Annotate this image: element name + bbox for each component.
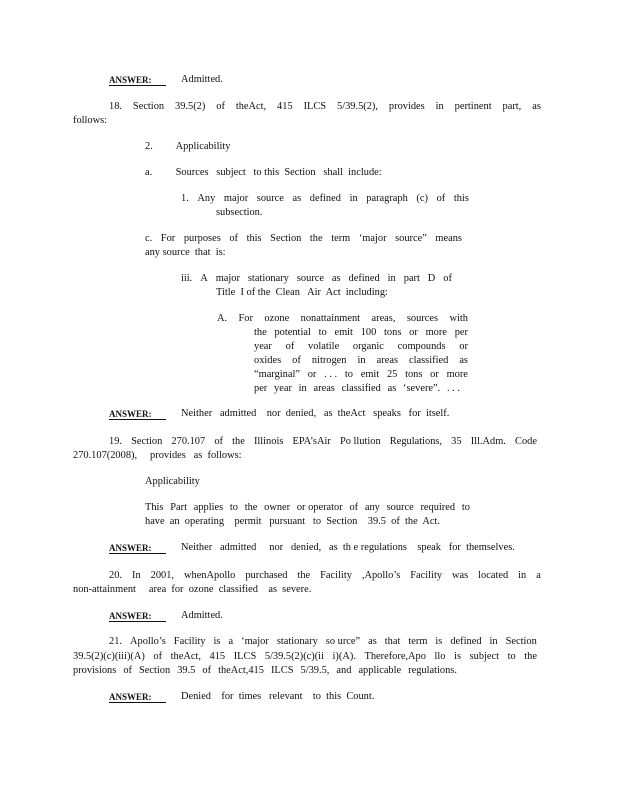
answer-underline <box>109 702 166 703</box>
answer-text: Denied for times relevant to this Count. <box>181 691 375 702</box>
answer-text: Admitted. <box>181 74 223 85</box>
word: as <box>532 101 541 112</box>
word: “marginal” <box>254 369 300 380</box>
word: c. <box>145 233 153 244</box>
answer-underline <box>109 419 166 420</box>
word: Any <box>197 193 216 204</box>
word: 18. <box>109 101 122 112</box>
p18-item-A-line1 <box>217 313 468 325</box>
word: is <box>454 651 462 662</box>
word: classified <box>409 355 449 366</box>
word: of <box>292 355 301 366</box>
word: or operator <box>296 502 343 513</box>
word: ‘major <box>241 636 269 647</box>
word: as <box>459 355 468 366</box>
p18-item-c-line1 <box>145 233 462 245</box>
word: the <box>309 233 323 244</box>
word: as <box>292 193 302 204</box>
word: organic <box>352 341 384 352</box>
word: provisions <box>73 665 117 676</box>
word: 1. <box>181 193 189 204</box>
p18-item-a1-line1 <box>181 193 469 205</box>
word: 5/39.5(2), <box>337 101 378 112</box>
word: In <box>131 570 141 581</box>
answer-label: ANSWER: <box>109 611 152 621</box>
word: 5/39.5, <box>300 665 330 676</box>
p18-item-iii-line2: Title I of the Clean Air Act including: <box>216 287 388 298</box>
word: tons <box>384 327 402 338</box>
answer-underline <box>109 621 166 622</box>
word: applies <box>193 502 224 513</box>
word: Facility <box>410 570 443 581</box>
word: areas, <box>371 313 396 324</box>
word: major <box>223 193 249 204</box>
p18-item-A-line5 <box>254 369 468 381</box>
word: purchased <box>245 570 288 581</box>
word: owner <box>264 502 291 513</box>
word: required <box>420 502 456 513</box>
word: of <box>153 651 163 662</box>
word: pertinent <box>454 101 492 112</box>
answer-text: Neither admitted nor denied, as th e regulations speak for themselves. <box>181 542 515 553</box>
word: 415 <box>209 651 226 662</box>
word: For <box>160 233 176 244</box>
p20-line1 <box>109 570 541 582</box>
word: of <box>123 665 132 676</box>
word: A. <box>217 313 228 324</box>
word: nitrogen <box>311 355 347 366</box>
word: the <box>524 651 537 662</box>
word: ILCS <box>233 651 257 662</box>
word: Section <box>131 436 163 447</box>
word: as <box>368 636 377 647</box>
word: was <box>452 570 469 581</box>
word: means <box>435 233 462 244</box>
word: Code <box>515 436 537 447</box>
word: tons <box>405 369 423 380</box>
word: 5/39.5(2)(c)(ii <box>264 651 324 662</box>
word: emit <box>334 327 353 338</box>
word: year <box>254 341 272 352</box>
p21-line2 <box>73 651 537 663</box>
word: source <box>296 273 324 284</box>
p20-line2: non-attainment area for ozone classified as severe. <box>73 584 312 595</box>
word: Apollo’s <box>130 636 166 647</box>
word: purposes <box>183 233 221 244</box>
word: of <box>214 436 223 447</box>
word: volatile <box>308 341 340 352</box>
word: more <box>446 369 468 380</box>
word: classified <box>341 383 381 394</box>
word: Ill.Adm. <box>470 436 506 447</box>
word: regulations. <box>408 665 457 676</box>
word: A <box>200 273 208 284</box>
p21-line3 <box>73 665 457 677</box>
word: this <box>246 233 262 244</box>
word: in <box>518 570 527 581</box>
word: of <box>436 193 446 204</box>
word: nonattainment <box>300 313 361 324</box>
word: areas <box>313 383 335 394</box>
p19-body-line2: have an operating permit pursuant to Section 39.5 of the Act. <box>145 516 440 527</box>
word: This <box>145 502 164 513</box>
p18-line1 <box>109 101 541 113</box>
word: and <box>336 665 352 676</box>
word: ‘major <box>358 233 387 244</box>
word: source <box>386 502 414 513</box>
p18-heading: 2. Applicability <box>145 141 231 152</box>
word: term <box>331 233 351 244</box>
p19-heading: Applicability <box>145 476 200 487</box>
word: ‘severe”. <box>403 383 441 394</box>
word: paragraph <box>366 193 408 204</box>
word: this <box>453 193 469 204</box>
word: Section <box>505 636 537 647</box>
p21-line1 <box>109 636 537 648</box>
word: i)(A). <box>332 651 356 662</box>
word: defined <box>450 636 482 647</box>
word: (c) <box>416 193 428 204</box>
word: Regulations, <box>389 436 443 447</box>
word: of <box>216 101 225 112</box>
word: Part <box>170 502 187 513</box>
word: per <box>454 327 468 338</box>
word: 39.5 <box>177 665 196 676</box>
word: oxides <box>254 355 282 366</box>
word: 21. <box>109 636 122 647</box>
p18-item-a1-line2: subsection. <box>216 207 263 218</box>
word: or <box>307 369 317 380</box>
word: 19. <box>109 436 122 447</box>
word: 25 <box>386 369 398 380</box>
word: source” <box>395 233 427 244</box>
word: to <box>229 502 238 513</box>
word: . . . <box>446 383 460 394</box>
word: per <box>254 383 268 394</box>
word: part, <box>502 101 522 112</box>
word: part <box>403 273 420 284</box>
word: to <box>461 502 470 513</box>
word: whenApollo <box>184 570 236 581</box>
word: provides <box>388 101 425 112</box>
word: Facility <box>173 636 206 647</box>
p18-item-A-line2 <box>254 327 468 339</box>
word: ILCS <box>303 101 327 112</box>
word: as <box>331 273 341 284</box>
word: defined <box>309 193 341 204</box>
word: applicable <box>358 665 402 676</box>
p18-item-A-line4 <box>254 355 468 367</box>
word: is <box>213 636 221 647</box>
word: so urce” <box>325 636 361 647</box>
p18-item-a: a. Sources subject to this Section shall include: <box>145 167 382 178</box>
p18-line2: follows: <box>73 115 108 126</box>
answer-underline <box>109 553 166 554</box>
word: Section <box>139 665 171 676</box>
word: as <box>387 383 397 394</box>
word: of <box>285 341 295 352</box>
word: ,Apollo’s <box>361 570 401 581</box>
word: of <box>229 233 238 244</box>
answer-text: Admitted. <box>181 610 223 621</box>
word: with <box>449 313 468 324</box>
word: that <box>384 636 401 647</box>
word: year <box>274 383 292 394</box>
word: major <box>215 273 240 284</box>
word: Facility <box>320 570 352 581</box>
word: or <box>459 341 468 352</box>
word: term <box>408 636 428 647</box>
word: subject <box>469 651 500 662</box>
word: emit <box>360 369 380 380</box>
word: a <box>536 570 541 581</box>
word: in <box>435 101 444 112</box>
word: the <box>232 436 245 447</box>
word: theAct, <box>235 101 267 112</box>
word: located <box>478 570 509 581</box>
word: iii. <box>181 273 193 284</box>
word: Illinois <box>253 436 284 447</box>
word: 2001, <box>150 570 175 581</box>
answer-label: ANSWER: <box>109 75 152 85</box>
word: Po llution <box>339 436 381 447</box>
word: of <box>443 273 452 284</box>
word: the <box>297 570 311 581</box>
word: . . . <box>324 369 338 380</box>
word: to <box>344 369 353 380</box>
word: is <box>435 636 443 647</box>
word: in <box>349 193 358 204</box>
word: defined <box>348 273 380 284</box>
word: 415 <box>277 101 293 112</box>
answer-text: Neither admitted nor denied, as theAct speaks for itself. <box>181 408 450 419</box>
word: in <box>298 383 307 394</box>
word: in <box>489 636 498 647</box>
word: in <box>387 273 396 284</box>
word: llo <box>434 651 446 662</box>
word: 100 <box>360 327 377 338</box>
word: of <box>349 502 359 513</box>
word: a <box>228 636 234 647</box>
word: 39.5(2)(c)(iii)(A) <box>73 651 145 662</box>
word: sources <box>406 313 439 324</box>
p18-item-A-line3 <box>254 341 468 353</box>
word: any <box>364 502 380 513</box>
word: Section <box>270 233 302 244</box>
word: to <box>318 327 327 338</box>
p19-body-line1 <box>145 502 470 514</box>
word: theAct,415 <box>218 665 264 676</box>
word: source <box>256 193 284 204</box>
answer-label: ANSWER: <box>109 409 152 419</box>
p19-line1 <box>109 436 537 448</box>
word: the <box>244 502 258 513</box>
word: the <box>254 327 267 338</box>
word: to <box>507 651 516 662</box>
answer-underline <box>109 85 166 86</box>
word: Section <box>132 101 165 112</box>
word: or <box>409 327 418 338</box>
word: stationary <box>247 273 289 284</box>
word: compounds <box>397 341 446 352</box>
word: stationary <box>276 636 318 647</box>
answer-label: ANSWER: <box>109 543 152 553</box>
p19-line2: 270.107(2008), provides as follows: <box>73 450 242 461</box>
word: more <box>425 327 447 338</box>
word: or <box>430 369 439 380</box>
word: 35 <box>451 436 462 447</box>
word: of <box>202 665 212 676</box>
word: potential <box>274 327 311 338</box>
word: 20. <box>109 570 122 581</box>
answer-label: ANSWER: <box>109 692 152 702</box>
word: Therefore,Apo <box>364 651 426 662</box>
p18-item-c-line2: any source that is: <box>145 247 226 258</box>
word: For <box>238 313 253 324</box>
word: in <box>357 355 366 366</box>
word: ILCS <box>270 665 294 676</box>
word: ozone <box>264 313 290 324</box>
word: theAct, <box>170 651 201 662</box>
word: areas <box>376 355 398 366</box>
p18-item-iii-line1 <box>181 273 452 285</box>
p18-item-A-line6 <box>254 383 460 395</box>
word: 270.107 <box>171 436 206 447</box>
word: EPA’sAir <box>292 436 331 447</box>
word: 39.5(2) <box>175 101 206 112</box>
word: D <box>427 273 436 284</box>
